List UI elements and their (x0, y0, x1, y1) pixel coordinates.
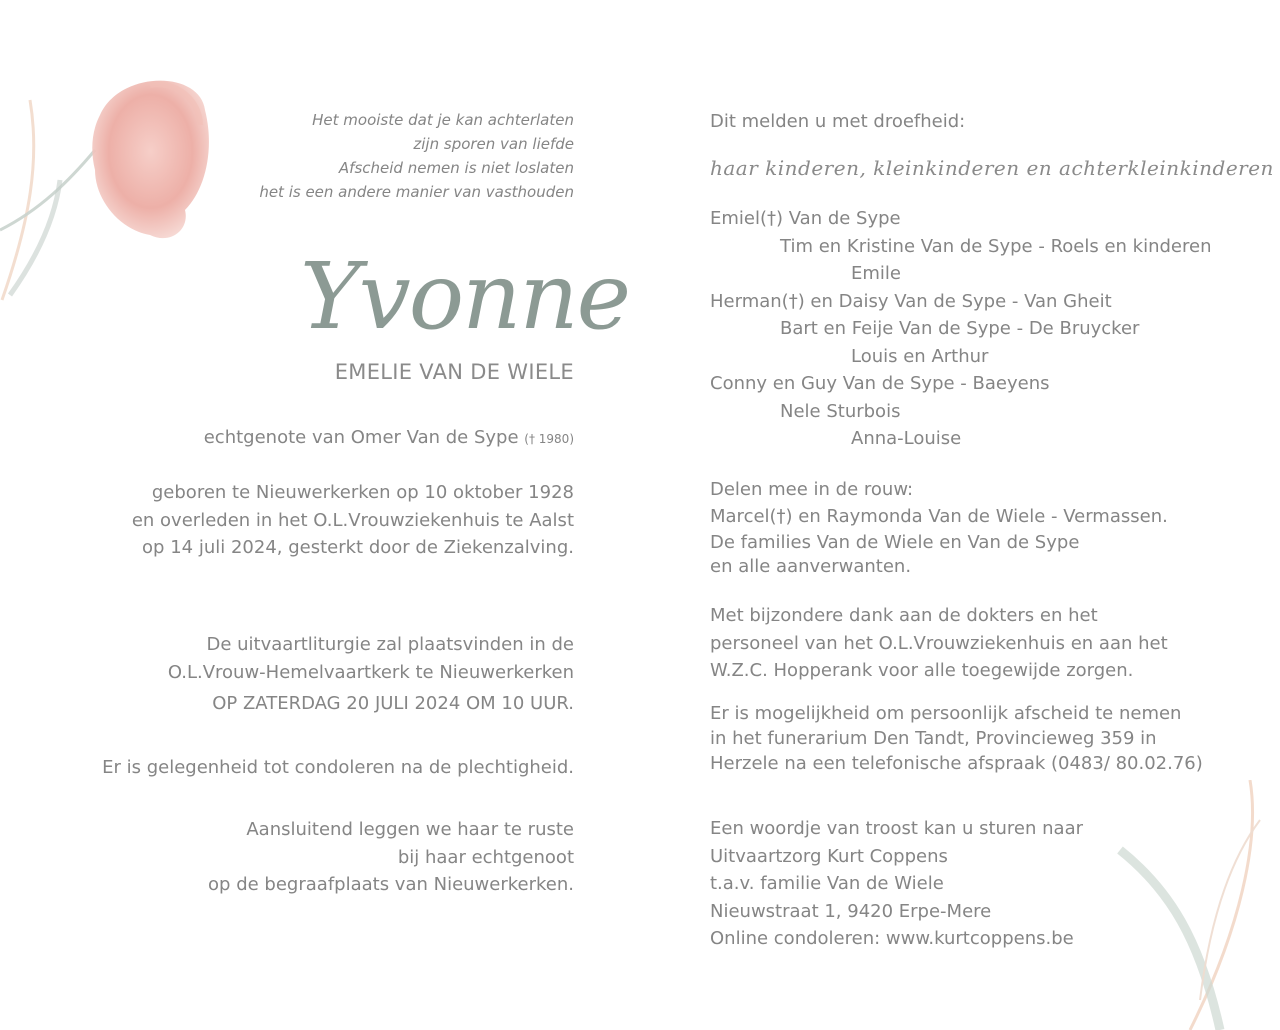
farewell-block (710, 701, 1250, 776)
spouse-death-year: († 1980) (524, 432, 574, 446)
thanks-line: Met bijzondere dank aan de dokters en het (710, 605, 1098, 626)
contact-website[interactable]: Online condoleren: www.kurtcoppens.be (710, 928, 1074, 949)
contact-line: Een woordje van troost kan u sturen naar (710, 818, 1084, 839)
farewell-line: Er is mogelijkheid om persoonlijk afscheid te nemen (710, 703, 1182, 724)
funeral-line: De uitvaartliturgie zal plaatsvinden in de (206, 634, 574, 655)
farewell-line: in het funerarium Den Tandt, Provincieweg 359 in (710, 728, 1157, 749)
poem (200, 108, 574, 204)
birth-death-line: op 14 juli 2024, gesterkt door de Ziekenzalving. (142, 537, 574, 558)
thanks-block (710, 602, 1250, 685)
contact-line: t.a.v. familie Van de Wiele (710, 873, 944, 894)
family-member: Anna-Louise (851, 428, 962, 449)
family-member: Conny en Guy Van de Sype - Baeyens (710, 373, 1050, 394)
contact-block (710, 815, 1250, 953)
spouse-text: echtgenote van Omer Van de Sype (203, 427, 519, 448)
burial-line: Aansluitend leggen we haar te ruste (246, 819, 574, 840)
thanks-line: W.Z.C. Hopperank voor alle toegewijde zorgen. (710, 660, 1134, 681)
condolence-note-text: Er is gelegenheid tot condoleren na de plechtigheid. (102, 757, 574, 778)
mourning-line: Marcel(†) en Raymonda Van de Wiele - Vermassen. (710, 505, 1168, 527)
mourning-block (710, 477, 1250, 580)
family-member: Herman(†) en Daisy Van de Sype - Van Gheit (710, 290, 1112, 312)
family-member: Bart en Feije Van de Sype - De Bruycker (780, 318, 1140, 339)
family-member: Emile (851, 263, 901, 284)
funeral-line: OP ZATERDAG 20 JULI 2024 OM 10 UUR. (212, 693, 574, 714)
poem-line: Het mooiste dat je kan achterlaten (312, 111, 574, 129)
poem-line: het is een andere manier van vasthouden (259, 183, 574, 201)
full-name: EMELIE VAN DE WIELE (334, 360, 574, 384)
birth-death-line: en overleden in het O.L.Vrouwziekenhuis te Aalst (131, 509, 574, 531)
mourning-line: De families Van de Wiele en Van de Sype (710, 532, 1080, 553)
birth-death-line: geboren te Nieuwerkerken op 10 oktober 1928 (151, 482, 574, 503)
family-list (710, 205, 1250, 453)
watercolor-flower-icon (0, 70, 230, 310)
contact-line: Uitvaartzorg Kurt Coppens (710, 845, 948, 867)
burial-block (60, 816, 574, 899)
family-member: Emiel(†) Van de Sype (710, 208, 901, 229)
announcement-intro-text: Dit melden u met droefheid: (710, 111, 966, 132)
contact-line: Nieuwstraat 1, 9420 Erpe-Mere (710, 900, 992, 922)
poem-line: zijn sporen van liefde (413, 135, 574, 153)
family-member: Louis en Arthur (851, 345, 989, 367)
burial-line: op de begraafplaats van Nieuwerkerken. (208, 874, 574, 895)
spouse-line (60, 424, 574, 454)
mourning-line: en alle aanverwanten. (710, 555, 912, 577)
first-name-script: Yvonne (300, 243, 630, 350)
funeral-block (60, 631, 574, 718)
family-script-line: haar kinderen, kleinkinderen en achterkleinkinderen (710, 156, 1274, 180)
farewell-line: Herzele na een telefonische afspraak (0483/ 80.02.76) (710, 753, 1203, 774)
family-member: Tim en Kristine Van de Sype - Roels en kinderen (780, 235, 1212, 257)
birth-death-block (60, 479, 574, 562)
burial-line: bij haar echtgenoot (397, 846, 574, 868)
poem-line: Afscheid nemen is niet loslaten (338, 159, 574, 177)
announcement-intro (710, 108, 1250, 136)
thanks-line: personeel van het O.L.Vrouwziekenhuis en aan het (710, 632, 1168, 654)
family-member: Nele Sturbois (780, 400, 901, 422)
funeral-line: O.L.Vrouw-Hemelvaartkerk te Nieuwerkerken (167, 661, 574, 683)
condolence-note (60, 754, 574, 782)
mourning-line: Delen mee in de rouw: (710, 479, 914, 500)
